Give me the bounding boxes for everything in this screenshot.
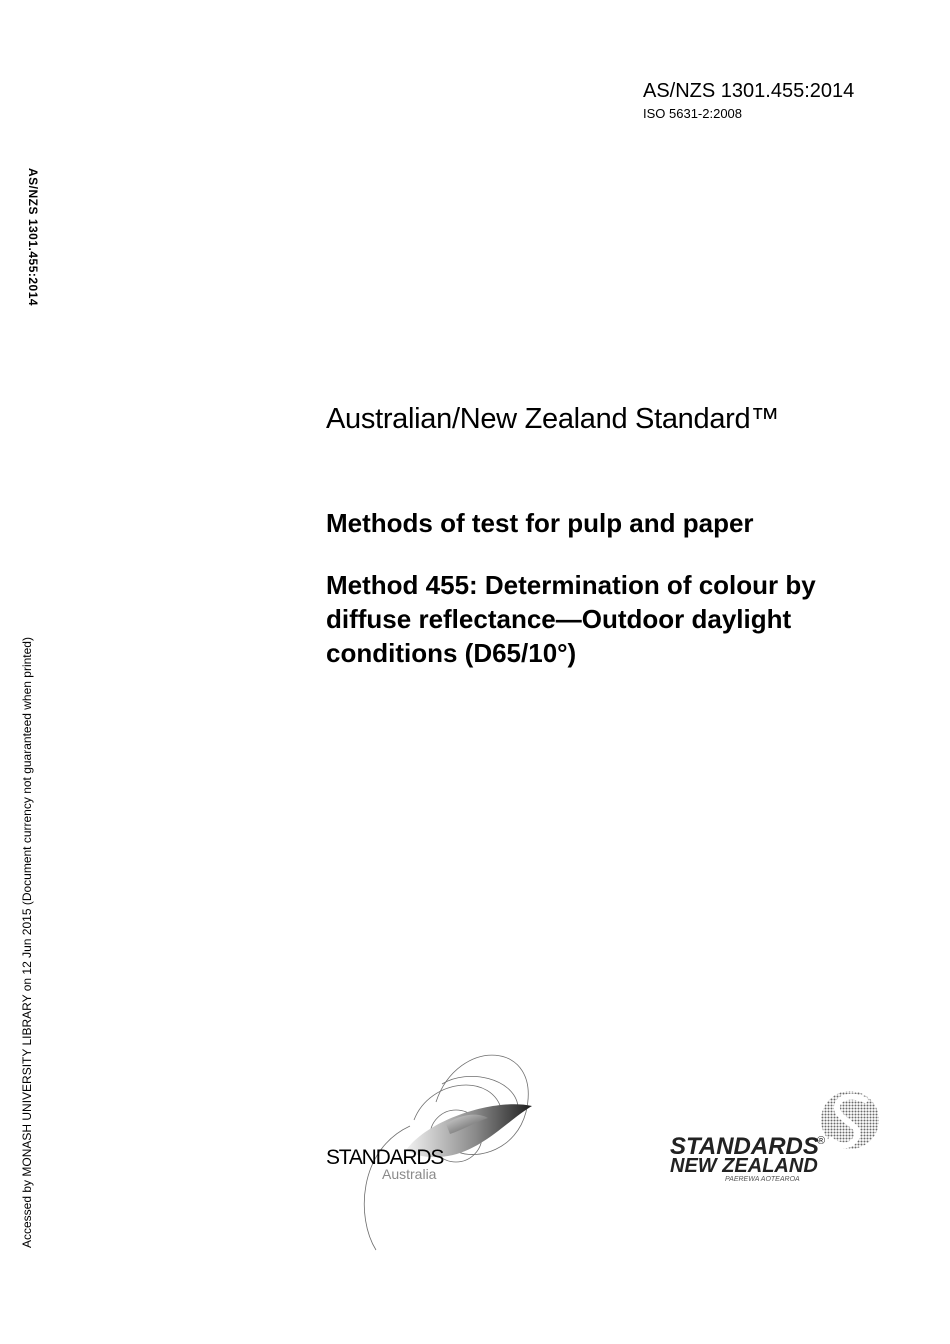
- sa-wordmark: STANDARDS: [326, 1146, 444, 1169]
- access-note: [20, 598, 36, 1248]
- method-title-line-1: Method 455: Determination of colour by: [326, 570, 816, 600]
- iso-number: ISO 5631-2:2008: [643, 106, 743, 121]
- standard-number: AS/NZS 1301.455:2014: [643, 80, 855, 102]
- standards-australia-logo: [318, 1040, 548, 1260]
- snz-maori-name: PAEREWA AOTEAROA: [725, 1176, 800, 1183]
- standards-new-zealand-logo: [665, 1080, 895, 1190]
- sa-wordmark-sub: Australia: [382, 1166, 437, 1182]
- method-title-line-2: diffuse reflectance—Outdoor daylight: [326, 604, 792, 634]
- series-title: Methods of test for pulp and paper: [326, 508, 754, 538]
- snz-registered-mark: ®: [817, 1135, 826, 1147]
- method-title: [326, 568, 906, 670]
- snz-wordmark: STANDARDS: [670, 1133, 819, 1160]
- standard-type-heading: Australian/New Zealand Standard™: [326, 403, 780, 435]
- snz-emblem: [821, 1091, 879, 1149]
- spine-standard-number: AS/NZS 1301.455:2014: [26, 168, 40, 307]
- access-note-text: Accessed by MONASH UNIVERSITY LIBRARY on 12 Jun 2015 (Document currency not guaranteed when printed): [20, 637, 34, 1248]
- method-title-line-3: conditions (D65/10°): [326, 638, 577, 668]
- snz-wordmark-sub: NEW ZEALAND: [670, 1155, 818, 1177]
